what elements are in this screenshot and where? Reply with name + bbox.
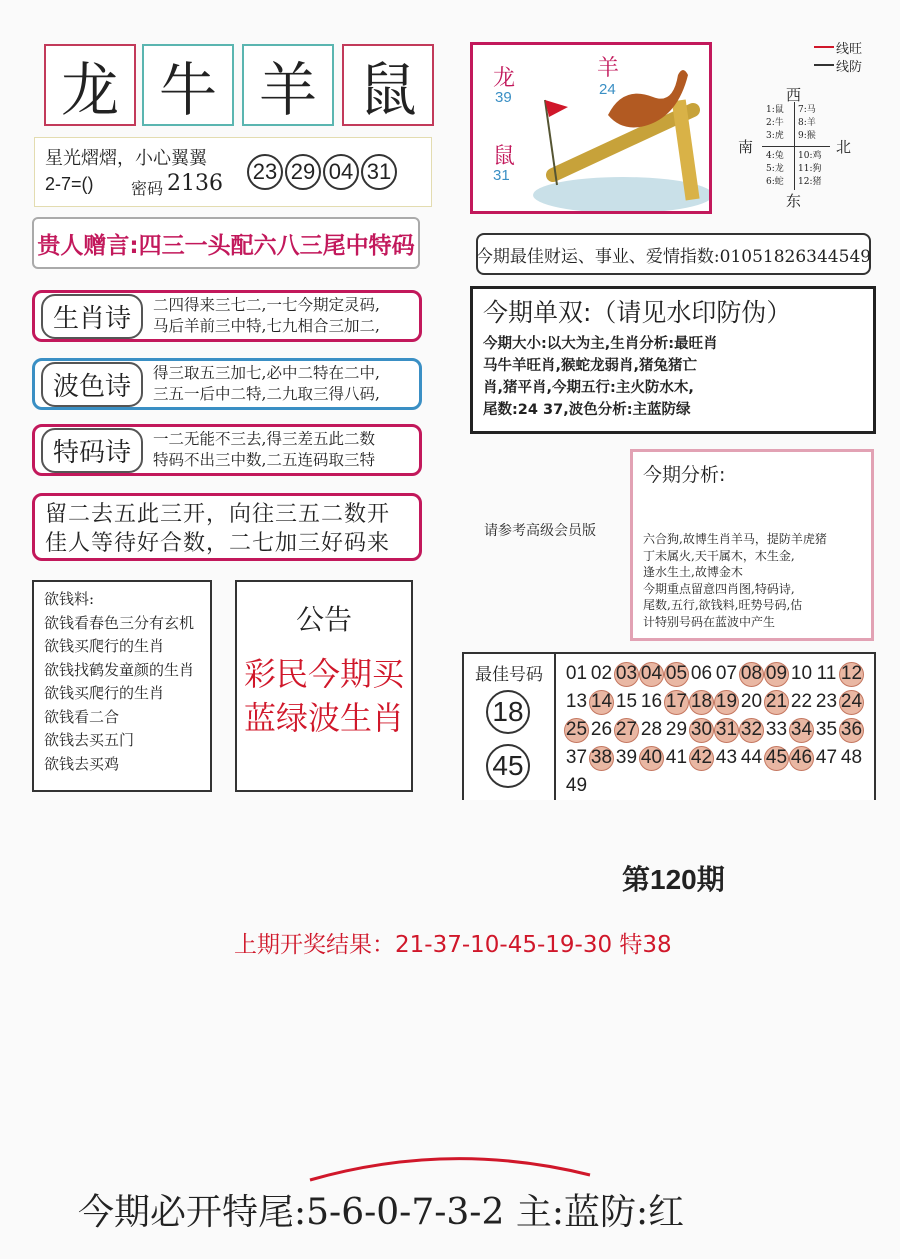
odd-even-panel [470,286,876,434]
poem-tag: 生肖诗 [41,294,143,339]
starlight-panel [34,137,432,207]
starlight-numbers [247,154,399,190]
money-item: 欲钱看二合 [44,707,120,726]
number-ball: 02 [590,663,613,684]
ground-shape [533,177,709,211]
number-ball: 22 [790,691,813,712]
number-ball: 47 [815,747,838,768]
number-ball: 04 [639,662,664,687]
picture-number: 24 [599,81,616,98]
number-ball: 08 [739,662,764,687]
poem-line: 得三取五三加七,必中二特在二中, [153,364,380,382]
number-ball: 06 [690,663,713,684]
notice-panel [235,580,413,792]
number-ball: 09 [764,662,789,687]
compass-panel [728,44,878,214]
number-ball: 45 [764,746,789,771]
number-ball: 19 [714,690,739,715]
odd-even-lines: 今期大小:以大为主,生肖分析:最旺肖 马牛羊旺肖,猴蛇龙弱肖,猪兔猪亡 肖,猪平肖,今期五行:主火防水木, 尾数:24 37,波色分析:主蓝防绿 [483,336,718,418]
starlight-number: 31 [361,154,397,190]
money-item: 欲钱找鹤发童颜的生肖 [44,660,195,679]
odd-even-title: 今期单双:（请见水印防伪） [483,298,792,327]
money-riddle [32,580,212,792]
member-reference: 请参考高级会员版 [484,523,596,539]
number-ball: 49 [565,775,588,796]
ball-grid [564,660,868,799]
analysis-lines: 六合狗,故博生肖羊马，提防羊虎猪 丁未属火,天干属木，木生金, 逢水生土,故博金木 今期重点留意四肖图,特码诗, 尾数,五行,欲钱料,旺势号码,估 计特别号码在蓝波中产生 [643,532,827,629]
couplet-line1: 留二去五此三开，向往三五二数开 [45,502,391,527]
number-ball: 43 [715,747,738,768]
zodiac-box-4: 鼠 [342,44,434,126]
picture-number: 31 [493,167,510,184]
poem-line: 特码不出三中数,二五连码取三特 [153,451,375,469]
poem-line: 马后羊前三中特,七九相合三加二, [153,317,380,335]
number-ball: 33 [765,719,788,740]
code-label: 密码 [131,179,164,198]
poem-zodiac [32,290,422,342]
number-ball: 17 [664,690,689,715]
zodiac-box-2: 牛 [142,44,234,126]
last-result: 上期开奖结果：21-37-10-45-19-30 特38 [234,932,672,958]
money-title: 欲钱料: [44,590,95,608]
compass-grid-bl: 4:兔 5:龙 6:蛇 [766,151,784,187]
notice-title: 公告 [295,603,352,636]
picture-label: 龙 [493,66,516,91]
analysis-title: 今期分析: [643,464,726,486]
legend-prosper: 线旺 [836,42,863,57]
money-item: 欲钱去买五门 [44,731,135,749]
number-ball: 23 [815,691,838,712]
compass-axis-h [762,146,830,147]
number-ball: 38 [589,746,614,771]
legend-line-black [814,64,834,66]
number-ball: 44 [740,747,763,768]
poem-line: 二四得来三七二,一七今期定灵码, [153,296,380,314]
compass-south: 南 [738,138,754,156]
compass-north: 北 [836,138,852,156]
compass-west: 西 [786,86,802,104]
number-ball: 18 [689,690,714,715]
best-pick: 45 [486,744,530,788]
number-ball: 05 [664,662,689,687]
best-picks [464,654,556,800]
number-ball: 42 [689,746,714,771]
number-ball: 35 [815,719,838,740]
number-ball: 39 [615,747,638,768]
best-label: 最佳号码 [475,665,543,685]
poem-color [32,358,422,410]
number-ball: 03 [614,662,639,687]
noble-advice: 贵人赠言:四三一头配六八三尾中特码 [32,217,420,269]
number-ball: 15 [615,691,638,712]
number-ball: 14 [589,690,614,715]
number-ball: 46 [789,746,814,771]
number-ball: 12 [839,662,864,687]
notice-line1: 彩民今期买 [243,655,404,693]
poem-tag: 特码诗 [41,428,143,473]
number-ball: 10 [790,663,813,684]
number-ball: 34 [789,718,814,743]
number-ball: 36 [839,718,864,743]
zodiac-box-1: 龙 [44,44,136,126]
special-tail: 今期必开特尾:5-6-0-7-3-2 主:蓝防:红 [78,1192,685,1233]
picture-label: 羊 [597,56,620,81]
starlight-number: 23 [247,154,283,190]
flag-shape [545,100,568,117]
money-item: 欲钱买爬行的生肖 [44,684,165,702]
zodiac-box-3: 羊 [242,44,334,126]
poem-line: 三五一后中二特,二九取三得八码, [153,385,380,403]
starlight-number: 29 [285,154,321,190]
number-ball: 24 [839,690,864,715]
starlight-line1: 星光熠熠，小心翼翼 [45,148,207,169]
number-ball: 48 [840,747,863,768]
number-ball: 26 [590,719,613,740]
issue-number: 第120期 [622,864,725,895]
picture-label: 鼠 [493,144,516,169]
analysis-panel [630,449,874,641]
money-item: 欲钱去买鸡 [44,754,120,773]
number-ball: 31 [714,718,739,743]
money-item: 欲钱看春色三分有玄机 [44,613,195,632]
legend-line-red [814,46,834,48]
compass-grid-tl: 1:鼠 2:牛 3:虎 [766,105,784,141]
number-ball: 13 [565,691,588,712]
compass-grid-br: 10:鸡 11:狗 12:猪 [798,151,822,187]
fortune-index: 今期最佳财运、事业、爱情指数:01051826344549 [476,233,871,275]
starlight-number: 04 [323,154,359,190]
picture-number: 39 [495,89,512,106]
number-ball: 41 [665,747,688,768]
number-ball: 20 [740,691,763,712]
legend-guard: 线防 [836,60,863,75]
compass-grid-tr: 7:马 8:羊 9:猴 [798,105,816,141]
zodiac-picture [470,42,712,214]
number-ball: 28 [640,719,663,740]
number-ball: 32 [739,718,764,743]
notice-line2: 蓝绿波生肖 [243,699,404,737]
couplet [32,493,422,561]
number-ball: 16 [640,691,663,712]
number-ball: 11 [816,663,837,684]
number-ball: 40 [639,746,664,771]
number-ball: 30 [689,718,714,743]
starlight-line2: 2-7=() [45,174,94,194]
poem-line: 一二无能不三去,得三差五此二数 [153,430,375,448]
number-ball: 27 [614,718,639,743]
couplet-line2: 佳人等待好合数，二七加三好码来 [45,531,391,556]
number-ball: 01 [565,663,588,684]
number-ball: 25 [564,718,589,743]
code-value: 2136 [167,171,223,196]
number-ball: 29 [665,719,688,740]
money-item: 欲钱买爬行的生肖 [44,637,165,655]
best-numbers-panel [462,652,876,800]
best-pick: 18 [486,690,530,734]
poem-special [32,424,422,476]
number-ball: 07 [715,663,738,684]
number-ball: 37 [565,747,588,768]
compass-east: 东 [786,192,802,210]
poem-tag: 波色诗 [41,362,143,407]
number-ball: 21 [764,690,789,715]
